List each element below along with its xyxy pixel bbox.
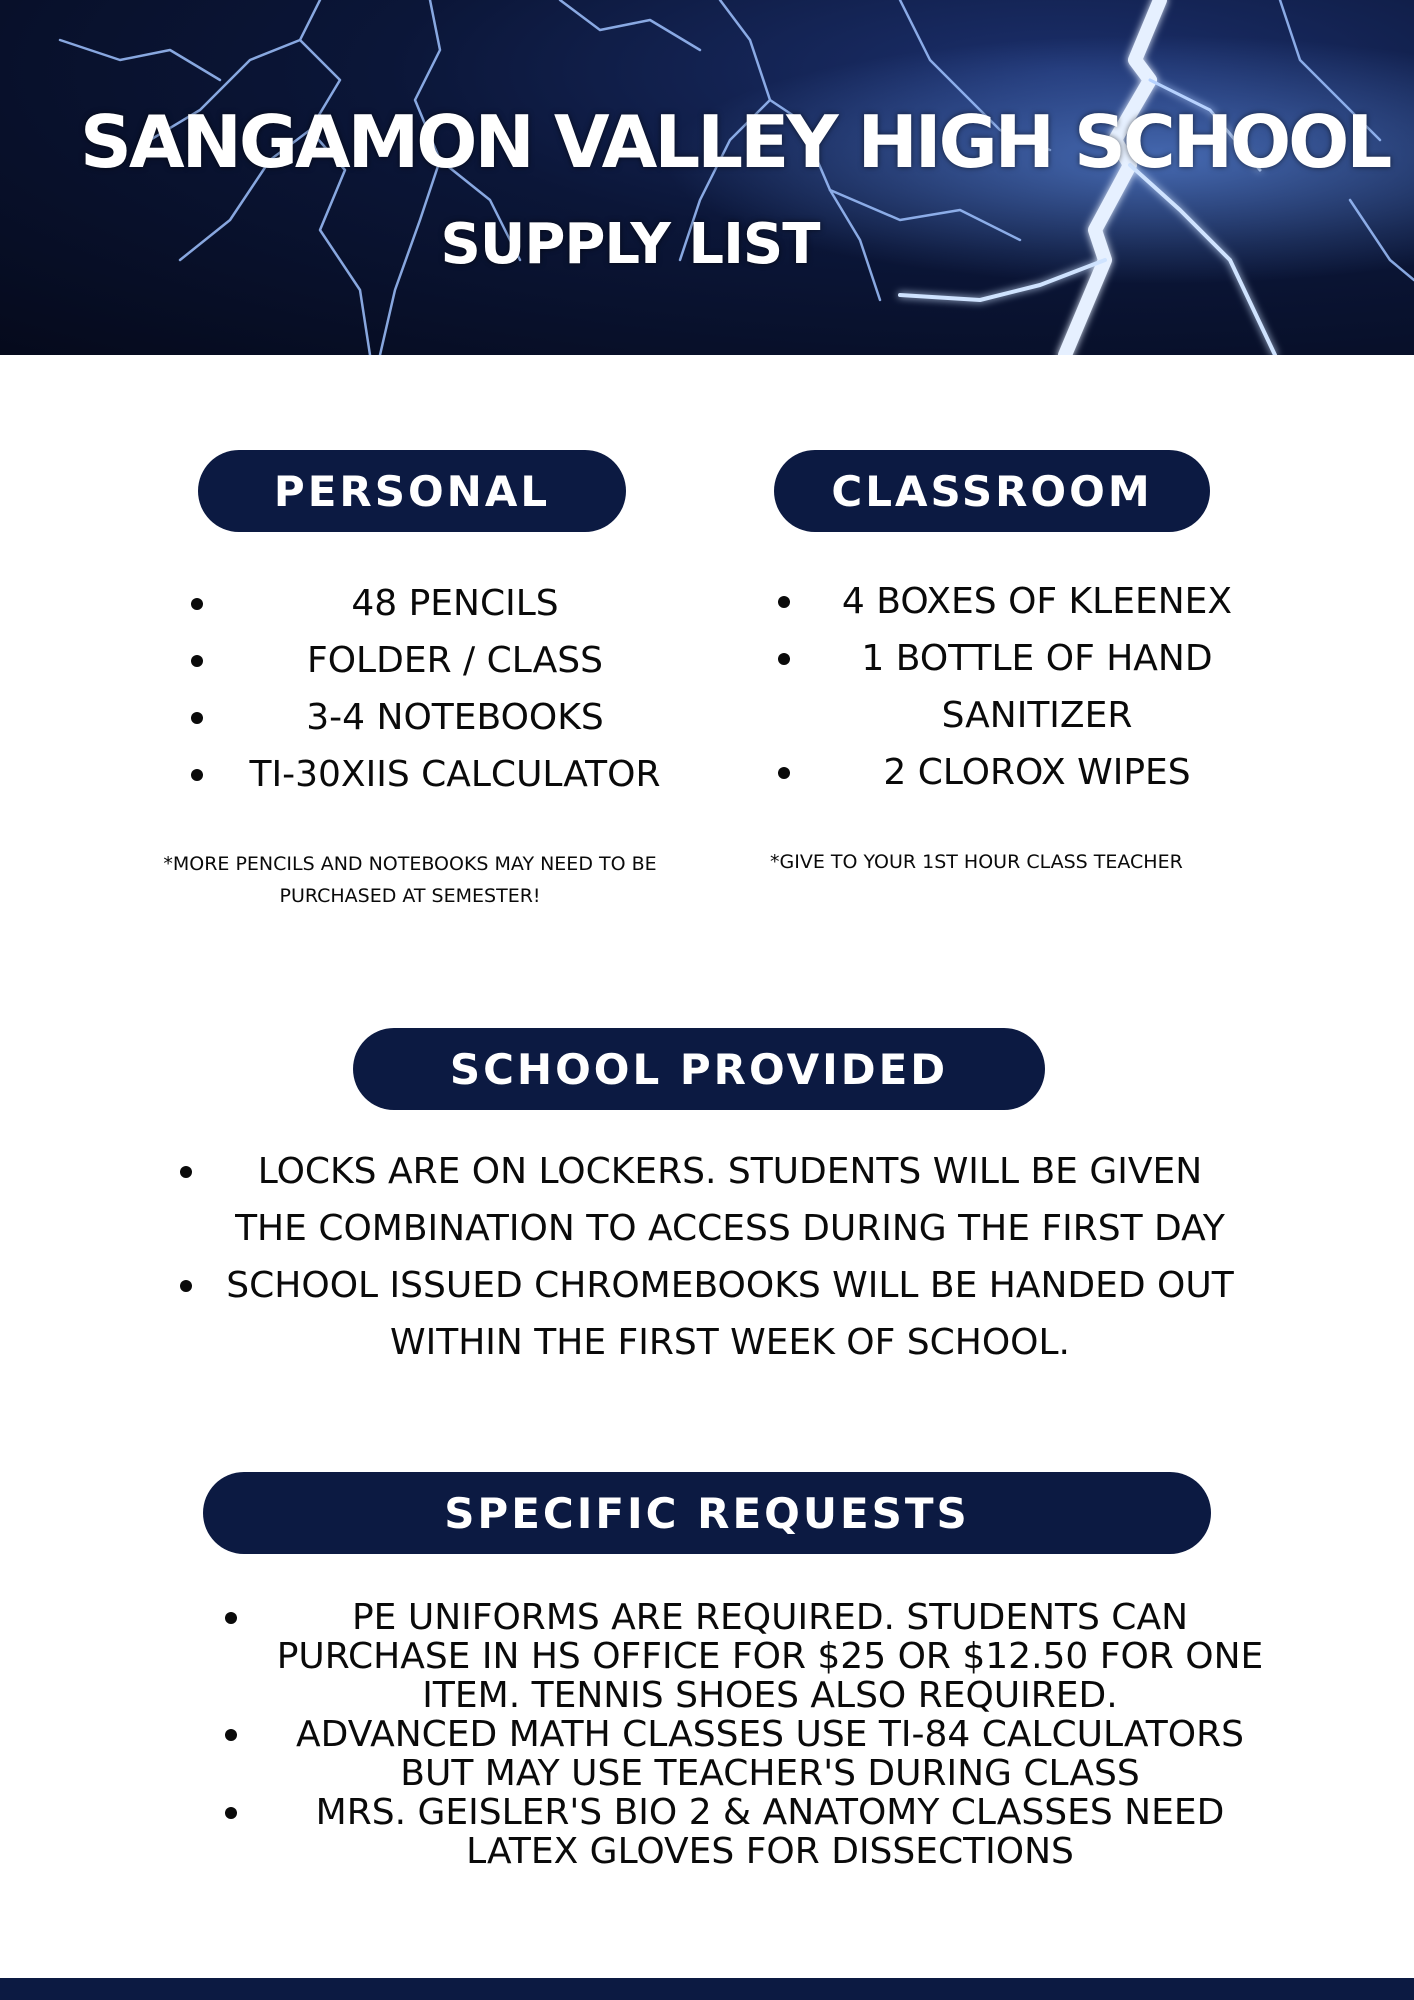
bullet-icon [191, 769, 203, 781]
list-item-text: 1 BOTTLE OF HAND SANITIZER [861, 638, 1213, 736]
school-provided-list [170, 1143, 1240, 1371]
list-item-text: SCHOOL ISSUED CHROMEBOOKS WILL BE HANDED OUT WITHIN THE FIRST WEEK OF SCHOOL. [226, 1265, 1234, 1363]
bullet-icon [778, 653, 790, 665]
bullet-icon [225, 1612, 237, 1624]
bullet-icon [180, 1166, 192, 1178]
bullet-icon [191, 598, 203, 610]
classroom-heading: CLASSROOM [774, 450, 1210, 532]
list-item [772, 573, 1252, 630]
list-item-text: 4 BOXES OF KLEENEX [841, 581, 1233, 622]
header-banner [0, 0, 1414, 355]
list-item [215, 1715, 1265, 1793]
list-item [215, 1793, 1265, 1871]
bullet-icon [225, 1807, 237, 1819]
classroom-note: *GIVE TO YOUR 1ST HOUR CLASS TEACHER [770, 851, 1183, 873]
list-item-text: MRS. GEISLER'S BIO 2 & ANATOMY CLASSES NEED LATEX GLOVES FOR DISSECTIONS [315, 1792, 1225, 1872]
footer-bar [0, 1978, 1414, 2000]
bullet-icon [180, 1280, 192, 1292]
list-item-text: 48 PENCILS [351, 583, 559, 624]
bullet-icon [191, 655, 203, 667]
bullet-icon [225, 1729, 237, 1741]
list-item [180, 632, 680, 689]
list-item [170, 1257, 1240, 1371]
school-name: SANGAMON VALLEY HIGH SCHOOL [80, 100, 1390, 184]
list-item-text: PE UNIFORMS ARE REQUIRED. STUDENTS CAN PURCHASE IN HS OFFICE FOR $25 OR $12.50 FOR ONE ITEM. TENNIS SHOES ALSO REQUIRED. [276, 1597, 1264, 1716]
list-item [180, 575, 680, 632]
list-item [772, 630, 1252, 744]
personal-list [180, 575, 680, 803]
list-item [170, 1143, 1240, 1257]
bullet-icon [778, 767, 790, 779]
list-item-text: LOCKS ARE ON LOCKERS. STUDENTS WILL BE GIVEN THE COMBINATION TO ACCESS DURING THE FIRST DAY [235, 1151, 1225, 1249]
bullet-icon [191, 712, 203, 724]
supply-list-title: SUPPLY LIST [440, 212, 820, 277]
list-item-text: 3-4 NOTEBOOKS [306, 697, 604, 738]
list-item [180, 746, 680, 803]
list-item-text: 2 CLOROX WIPES [883, 752, 1191, 793]
list-item [215, 1598, 1265, 1715]
list-item-text: TI-30XIIS CALCULATOR [249, 754, 661, 795]
classroom-list [772, 573, 1252, 801]
personal-note: *MORE PENCILS AND NOTEBOOKS MAY NEED TO BE PURCHASED AT SEMESTER! [163, 853, 657, 907]
specific-requests-list [215, 1598, 1265, 1871]
bullet-icon [778, 596, 790, 608]
specific-requests-heading: SPECIFIC REQUESTS [203, 1472, 1211, 1554]
list-item [772, 744, 1252, 801]
list-item [180, 689, 680, 746]
list-item-text: ADVANCED MATH CLASSES USE TI-84 CALCULATORS BUT MAY USE TEACHER'S DURING CLASS [296, 1714, 1244, 1794]
personal-heading: PERSONAL [198, 450, 626, 532]
list-item-text: FOLDER / CLASS [307, 640, 603, 681]
school-provided-heading: SCHOOL PROVIDED [353, 1028, 1045, 1110]
